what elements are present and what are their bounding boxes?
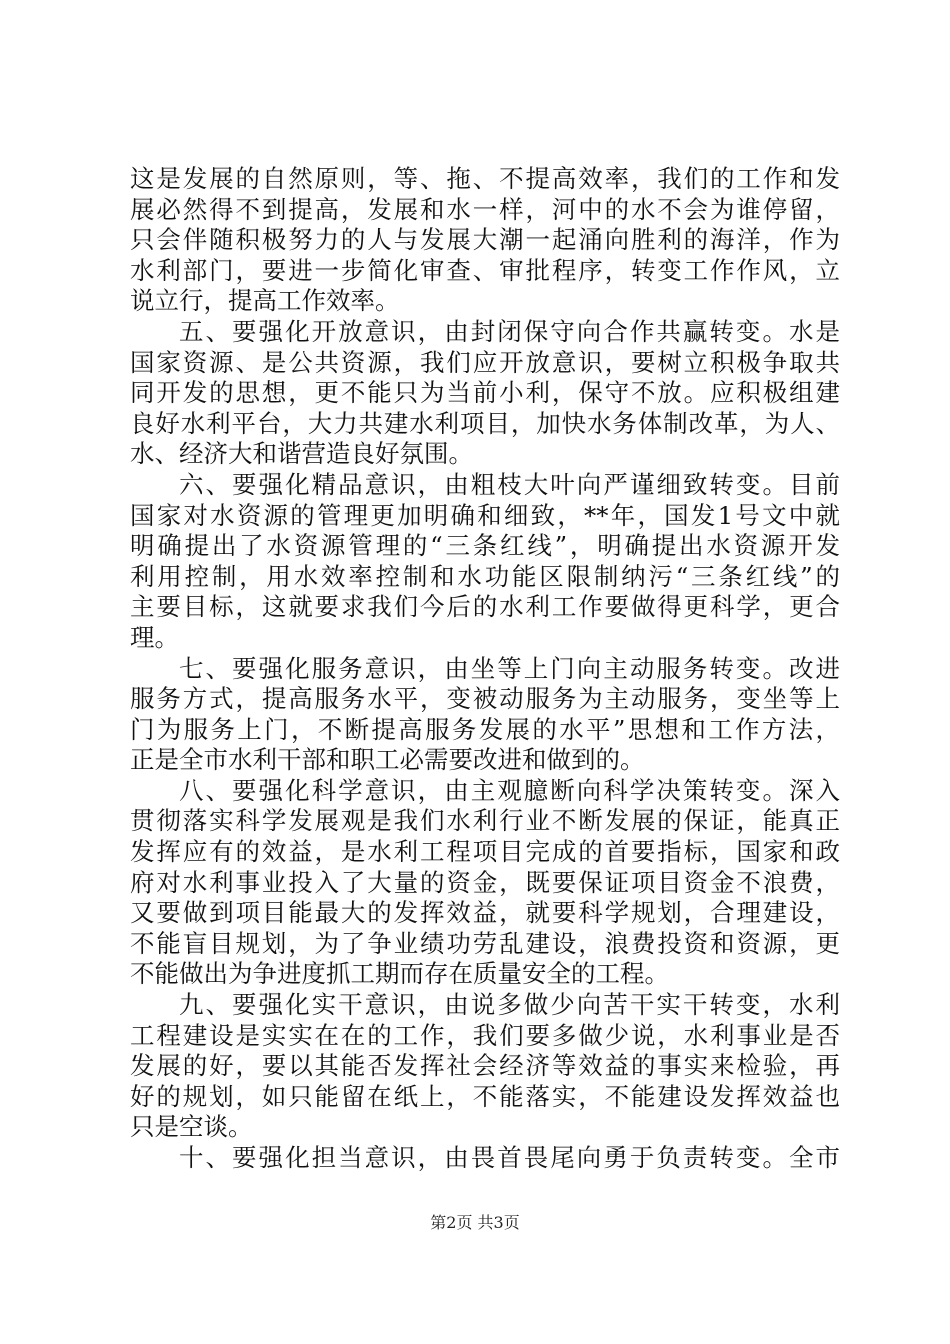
text-line: 利用控制，用水效率控制和水功能区限制纳污“三条红线”的 (130, 561, 840, 591)
paragraph-practical (130, 990, 840, 1143)
text-line: 说立行，提高工作效率。 (130, 286, 400, 316)
text-line: 正是全市水利干部和职工必需要改进和做到的。 (130, 745, 645, 775)
text-line: 又要做到项目能最大的发挥效益，就要科学规划，合理建设， (130, 898, 840, 928)
paragraph-continued (130, 164, 840, 317)
body-text (130, 164, 840, 1174)
text-line: 五、要强化开放意识，由封闭保守向合作共赢转变。水是 (179, 316, 840, 346)
text-line: 水利部门，要进一步简化审查、审批程序，转变工作作风，立 (130, 255, 840, 285)
text-line: 不能盲目规划，为了争业绩功劳乱建设，浪费投资和资源，更 (130, 928, 840, 958)
text-line: 良好水利平台，大力共建水利项目，加快水务体制改革，为人、 (130, 408, 840, 438)
text-line: 国家对水资源的管理更加明确和细致，**年，国发1号文中就 (130, 500, 840, 530)
text-line: 工程建设是实实在在的工作，我们要多做少说，水利事业是否 (130, 1020, 840, 1050)
text-line: 八、要强化科学意识，由主观臆断向科学决策转变。深入 (179, 775, 840, 805)
text-line: 府对水利事业投入了大量的资金，既要保证项目资金不浪费， (130, 867, 840, 897)
paragraph-science (130, 776, 840, 990)
paragraph-openness (130, 317, 840, 470)
text-line: 展必然得不到提高，发展和水一样，河中的水不会为谁停留， (130, 194, 840, 224)
text-line: 发挥应有的效益，是水利工程项目完成的首要指标，国家和政 (130, 837, 840, 867)
text-line: 国家资源、是公共资源，我们应开放意识，要树立积极争取共 (130, 347, 840, 377)
text-line: 贯彻落实科学发展观是我们水利行业不断发展的保证，能真正 (130, 806, 840, 836)
text-line: 七、要强化服务意识，由坐等上门向主动服务转变。改进 (179, 653, 840, 683)
text-line: 主要目标，这就要求我们今后的水利工作要做得更科学，更合 (130, 592, 840, 622)
paragraph-service (130, 654, 840, 776)
paragraph-responsibility (130, 1143, 840, 1174)
text-line: 只会伴随积极努力的人与发展大潮一起涌向胜利的海洋，作为 (130, 225, 840, 255)
text-line: 不能做出为争进度抓工期而存在质量安全的工程。 (130, 959, 669, 989)
text-line: 发展的好，要以其能否发挥社会经济等效益的事实来检验，再 (130, 1051, 840, 1081)
text-line: 水、经济大和谐营造良好氛围。 (130, 439, 473, 469)
text-line: 同开发的思想，更不能只为当前小利，保守不放。应积极组建 (130, 378, 840, 408)
text-line: 门为服务上门，不断提高服务发展的水平”思想和工作方法， (130, 714, 840, 744)
page-number-footer: 第2页 共3页 (430, 1213, 520, 1232)
text-line: 明确提出了水资源管理的“三条红线”，明确提出水资源开发 (130, 531, 840, 561)
text-line: 理。 (130, 622, 179, 652)
text-line: 十、要强化担当意识，由畏首畏尾向勇于负责转变。全市 (179, 1143, 840, 1172)
text-line: 服务方式，提高服务水平，变被动服务为主动服务，变坐等上 (130, 684, 840, 714)
text-line: 好的规划，如只能留在纸上，不能落实，不能建设发挥效益也 (130, 1081, 840, 1111)
paragraph-quality (130, 470, 840, 654)
text-line: 九、要强化实干意识，由说多做少向苦干实干转变，水利 (179, 990, 840, 1020)
text-line: 这是发展的自然原则，等、拖、不提高效率，我们的工作和发 (130, 164, 840, 193)
text-line: 六、要强化精品意识，由粗枝大叶向严谨细致转变。目前 (179, 469, 840, 499)
text-line: 只是空谈。 (130, 1112, 253, 1142)
